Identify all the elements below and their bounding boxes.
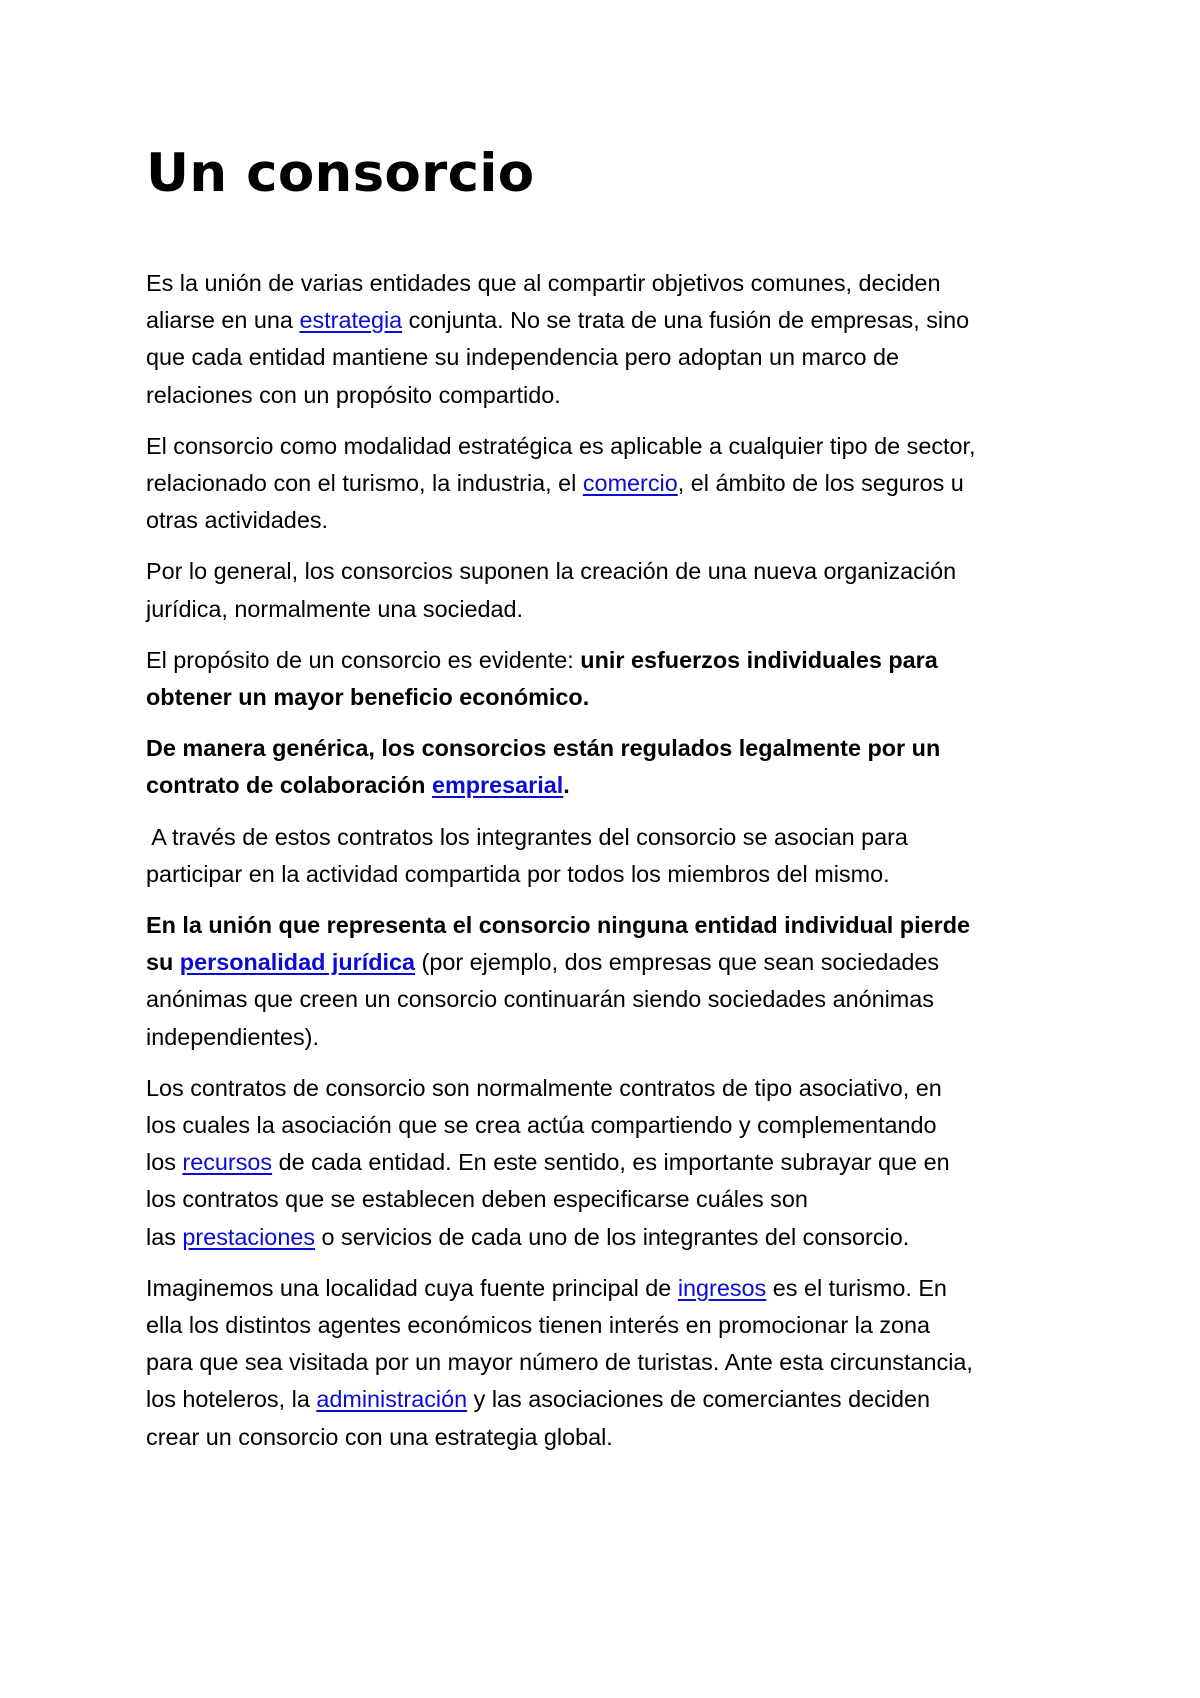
document-body — [146, 265, 1076, 1470]
text-span: Por lo general, los consorcios suponen la creación de una nueva organización — [146, 558, 957, 585]
bold-text: su — [146, 949, 180, 976]
text-line — [146, 1144, 1076, 1181]
text-line — [146, 591, 1076, 628]
text-span: los contratos que se establecen deben especificarse cuáles son — [146, 1186, 808, 1213]
link-ingresos[interactable]: ingresos — [677, 1274, 767, 1301]
text-span: independientes). — [146, 1023, 319, 1050]
text-span: y las asociaciones de comerciantes deciden — [467, 1386, 931, 1413]
text-span: ella los distintos agentes económicos tienen interés en promocionar la zona — [146, 1312, 931, 1339]
text-line — [146, 642, 1076, 679]
bold-text: contrato de colaboración — [146, 772, 432, 799]
paragraph-legal-personality — [146, 907, 1076, 1056]
text-span: aliarse en una — [146, 307, 300, 334]
text-line — [146, 1270, 1076, 1307]
text-line — [146, 767, 1076, 804]
text-line — [146, 730, 1076, 767]
text-span: , el ámbito de los seguros u — [677, 470, 964, 497]
link-comercio[interactable]: comercio — [582, 470, 678, 497]
paragraph-sectors — [146, 428, 1076, 540]
text-span: Es la unión de varias entidades que al compartir objetivos comunes, deciden — [146, 270, 941, 296]
document-title: Un consorcio — [146, 143, 535, 204]
link-personalidad-juridica[interactable]: personalidad jurídica — [179, 949, 416, 976]
text-span: relaciones con un propósito compartido. — [146, 381, 561, 408]
text-span: es el turismo. En — [766, 1274, 947, 1301]
text-line — [146, 502, 1076, 539]
link-estrategia[interactable]: estrategia — [299, 307, 403, 334]
text-span: las — [146, 1223, 183, 1250]
paragraph-organization — [146, 553, 1076, 627]
text-line — [146, 856, 1076, 893]
text-span: o servicios de cada uno de los integrantes del consorcio. — [315, 1223, 910, 1250]
text-span: El propósito de un consorcio es evidente: — [146, 646, 581, 673]
text-span: A través de estos contratos los integrantes del consorcio se asocian para — [146, 823, 908, 850]
bold-text: De manera genérica, los consorcios están regulados legalmente por un — [146, 735, 941, 762]
text-line — [146, 553, 1076, 590]
text-line — [146, 465, 1076, 502]
document-page — [146, 0, 1086, 1698]
paragraph-purpose — [146, 642, 1076, 716]
link-administracion[interactable]: administración — [316, 1386, 468, 1413]
link-recursos[interactable]: recursos — [182, 1149, 273, 1176]
paragraph-definition — [146, 265, 1076, 414]
text-line — [146, 1219, 1076, 1256]
text-span: anónimas que creen un consorcio continuarán siendo sociedades anónimas — [146, 986, 934, 1013]
text-span: crear un consorcio con una estrategia global. — [146, 1423, 613, 1450]
text-span: (por ejemplo, dos empresas que sean sociedades — [415, 949, 940, 976]
text-line — [146, 339, 1076, 376]
link-empresarial[interactable]: empresarial — [431, 772, 564, 799]
bold-text: . — [563, 772, 570, 799]
text-span: los cuales la asociación que se crea actúa compartiendo y complementando — [146, 1112, 937, 1139]
text-span: los hoteleros, la — [146, 1386, 317, 1413]
text-span: Los contratos de consorcio son normalmente contratos de tipo asociativo, en — [146, 1074, 942, 1101]
text-line — [146, 428, 1076, 465]
text-line — [146, 981, 1076, 1018]
text-line — [146, 1419, 1076, 1456]
text-span: conjunta. No se trata de una fusión de empresas, sino — [402, 307, 970, 334]
text-line — [146, 1381, 1076, 1418]
bold-text: unir esfuerzos individuales para — [580, 646, 938, 673]
paragraph-example — [146, 1270, 1076, 1456]
text-line — [146, 1181, 1076, 1218]
text-line — [146, 944, 1076, 981]
text-line — [146, 907, 1076, 944]
text-line — [146, 1070, 1076, 1107]
bold-text: obtener un mayor beneficio económico. — [146, 684, 590, 711]
link-prestaciones[interactable]: prestaciones — [182, 1223, 316, 1250]
text-line — [146, 679, 1076, 716]
text-line — [146, 1307, 1076, 1344]
text-line — [146, 819, 1076, 856]
text-span: jurídica, normalmente una sociedad. — [146, 595, 524, 622]
text-span: El consorcio como modalidad estratégica es aplicable a cualquier tipo de sector, — [146, 432, 976, 459]
text-span: para que sea visitada por un mayor número de turistas. Ante esta circunstancia, — [146, 1349, 973, 1376]
paragraph-associative-contracts — [146, 1070, 1076, 1256]
paragraph-contracts — [146, 819, 1076, 893]
text-line — [146, 302, 1076, 339]
text-line — [146, 377, 1076, 414]
text-line — [146, 265, 1076, 302]
paragraph-regulation — [146, 730, 1076, 804]
text-span: Imaginemos una localidad cuya fuente principal de — [146, 1274, 678, 1301]
text-span: de cada entidad. En este sentido, es importante subrayar que en — [272, 1149, 950, 1176]
text-line — [146, 1019, 1076, 1056]
text-span: otras actividades. — [146, 507, 329, 534]
text-line — [146, 1344, 1076, 1381]
text-line — [146, 1107, 1076, 1144]
text-span: los — [146, 1149, 183, 1176]
bold-text: En la unión que representa el consorcio ninguna entidad individual pierde — [146, 912, 970, 939]
text-span: participar en la actividad compartida por todos los miembros del mismo. — [146, 860, 890, 887]
text-span: relacionado con el turismo, la industria, el — [146, 470, 583, 497]
text-span: que cada entidad mantiene su independencia pero adoptan un marco de — [146, 344, 899, 371]
